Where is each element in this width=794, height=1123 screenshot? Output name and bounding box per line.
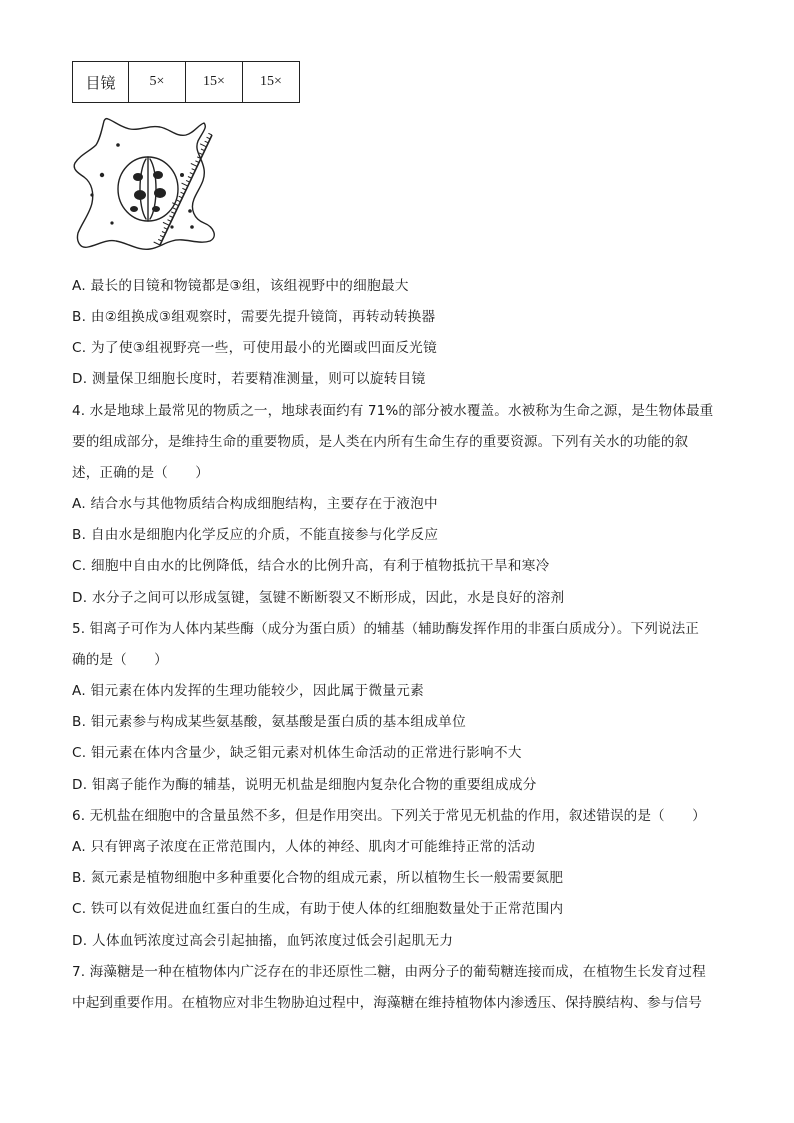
ruler-tick [190, 173, 194, 175]
ruler-tick [162, 232, 166, 234]
table-cell-1: 5× [129, 62, 186, 103]
q4-stem-line-1: 4. 水是地球上最常见的物质之一，地球表面约有 71%的部分被水覆盖。水被称为生命之源，是生物体最重 [72, 403, 714, 419]
ruler-tick [158, 239, 162, 241]
ruler-tick [182, 188, 186, 190]
ruler-tick [169, 216, 173, 218]
ruler-tick [205, 141, 209, 143]
q6-option-b: B. 氮元素是植物细胞中多种重要化合物的组成元素，所以植物生长一般需要氮肥 [72, 870, 564, 886]
objective-lens-table [72, 61, 300, 103]
ruler-tick [177, 200, 181, 202]
q4-option-d: D. 水分子之间可以形成氢键，氢键不断断裂又不断形成，因此，水是良好的溶剂 [72, 590, 565, 606]
q5-stem-line-2: 确的是（ ） [72, 652, 168, 668]
ruler-tick [171, 212, 175, 214]
q6-option-d: D. 人体血钙浓度过高会引起抽搐，血钙浓度过低会引起肌无力 [72, 933, 454, 949]
ruler-tick [188, 177, 192, 179]
ruler-tick [201, 149, 205, 151]
ruler-tick [192, 169, 196, 171]
ruler-tick [164, 228, 168, 230]
q3-option-b: B. 由②组换成③组观察时，需要先提升镜筒，再转动转换器 [72, 309, 436, 325]
q7-stem-line-1: 7. 海藻糖是一种在植物体内广泛存在的非还原性二糖，由两分子的葡萄糖连接而成，在植物生长发育过程 [72, 964, 706, 980]
ruler-tick [191, 163, 197, 166]
q4-option-a: A. 结合水与其他物质结合构成细胞结构，主要存在于液泡中 [72, 496, 438, 512]
q7-stem-line-2: 中起到重要作用。在植物应对非生物胁迫过程中，海藻糖在维持植物体内渗透压、保持膜结构、参与信号 [72, 995, 702, 1011]
q4-option-c: C. 细胞中自由水的比例降低，结合水的比例升高，有利于植物抵抗干旱和寒冷 [72, 558, 550, 574]
ruler-tick [186, 180, 190, 182]
q5-option-a: A. 钼元素在体内发挥的生理功能较少，因此属于微量元素 [72, 683, 425, 699]
ruler-tick [154, 242, 160, 245]
ruler-tick [199, 153, 203, 155]
cell-micrometer-illustration-icon [72, 115, 222, 255]
q6-option-a: A. 只有钾离子浓度在正常范围内，人体的神经、肌肉才可能维持正常的活动 [72, 839, 536, 855]
table-header-cell: 目镜 [73, 62, 129, 103]
ruler-tick [173, 208, 177, 210]
q3-option-d: D. 测量保卫细胞长度时，若要精准测量，则可以旋转目镜 [72, 371, 426, 387]
q3-option-a: A. 最长的目镜和物镜都是③组，该组视野中的细胞最大 [72, 278, 409, 294]
ruler-tick [168, 220, 172, 222]
q6-stem-line-1: 6. 无机盐在细胞中的含量虽然不多，但是作用突出。下列关于常见无机盐的作用，叙述错误的是（ ） [72, 808, 706, 824]
table-cell-3: 15× [243, 62, 300, 103]
q5-stem-line-1: 5. 钼离子可作为人体内某些酶（成分为蛋白质）的辅基（辅助酶发挥作用的非蛋白质成分）。下列说法正 [72, 621, 700, 637]
q6-option-c: C. 铁可以有效促进血红蛋白的生成，有助于使人体的红细胞数量处于正常范围内 [72, 901, 564, 917]
ruler-tick [160, 235, 164, 237]
q5-option-c: C. 钼元素在体内含量少，缺乏钼元素对机体生命活动的正常进行影响不大 [72, 745, 522, 761]
q4-stem-line-3: 述，正确的是（ ） [72, 465, 209, 481]
ruler-tick [182, 183, 188, 186]
q4-stem-line-2: 要的组成部分，是维持生命的重要物质，是人类在内所有生命生存的重要资源。下列有关水的功能的叙 [72, 434, 689, 450]
q5-option-d: D. 钼离子能作为酶的辅基，说明无机盐是细胞内复杂化合物的重要组成成分 [72, 777, 537, 793]
ruler-tick [195, 161, 199, 163]
ruler-tick [208, 133, 212, 135]
q3-option-c: C. 为了使③组视野亮一些，可使用最小的光圈或凹面反光镜 [72, 340, 437, 356]
ruler-tick [200, 144, 206, 147]
table-row [73, 62, 300, 103]
ruler-tick [179, 196, 183, 198]
ruler-tick [163, 222, 169, 225]
ruler-tick [181, 192, 185, 194]
ruler-tick [207, 137, 211, 139]
table-cell-2: 15× [186, 62, 243, 103]
q5-option-b: B. 钼元素参与构成某些氨基酸，氨基酸是蛋白质的基本组成单位 [72, 714, 466, 730]
q4-option-b: B. 自由水是细胞内化学反应的介质，不能直接参与化学反应 [72, 527, 439, 543]
